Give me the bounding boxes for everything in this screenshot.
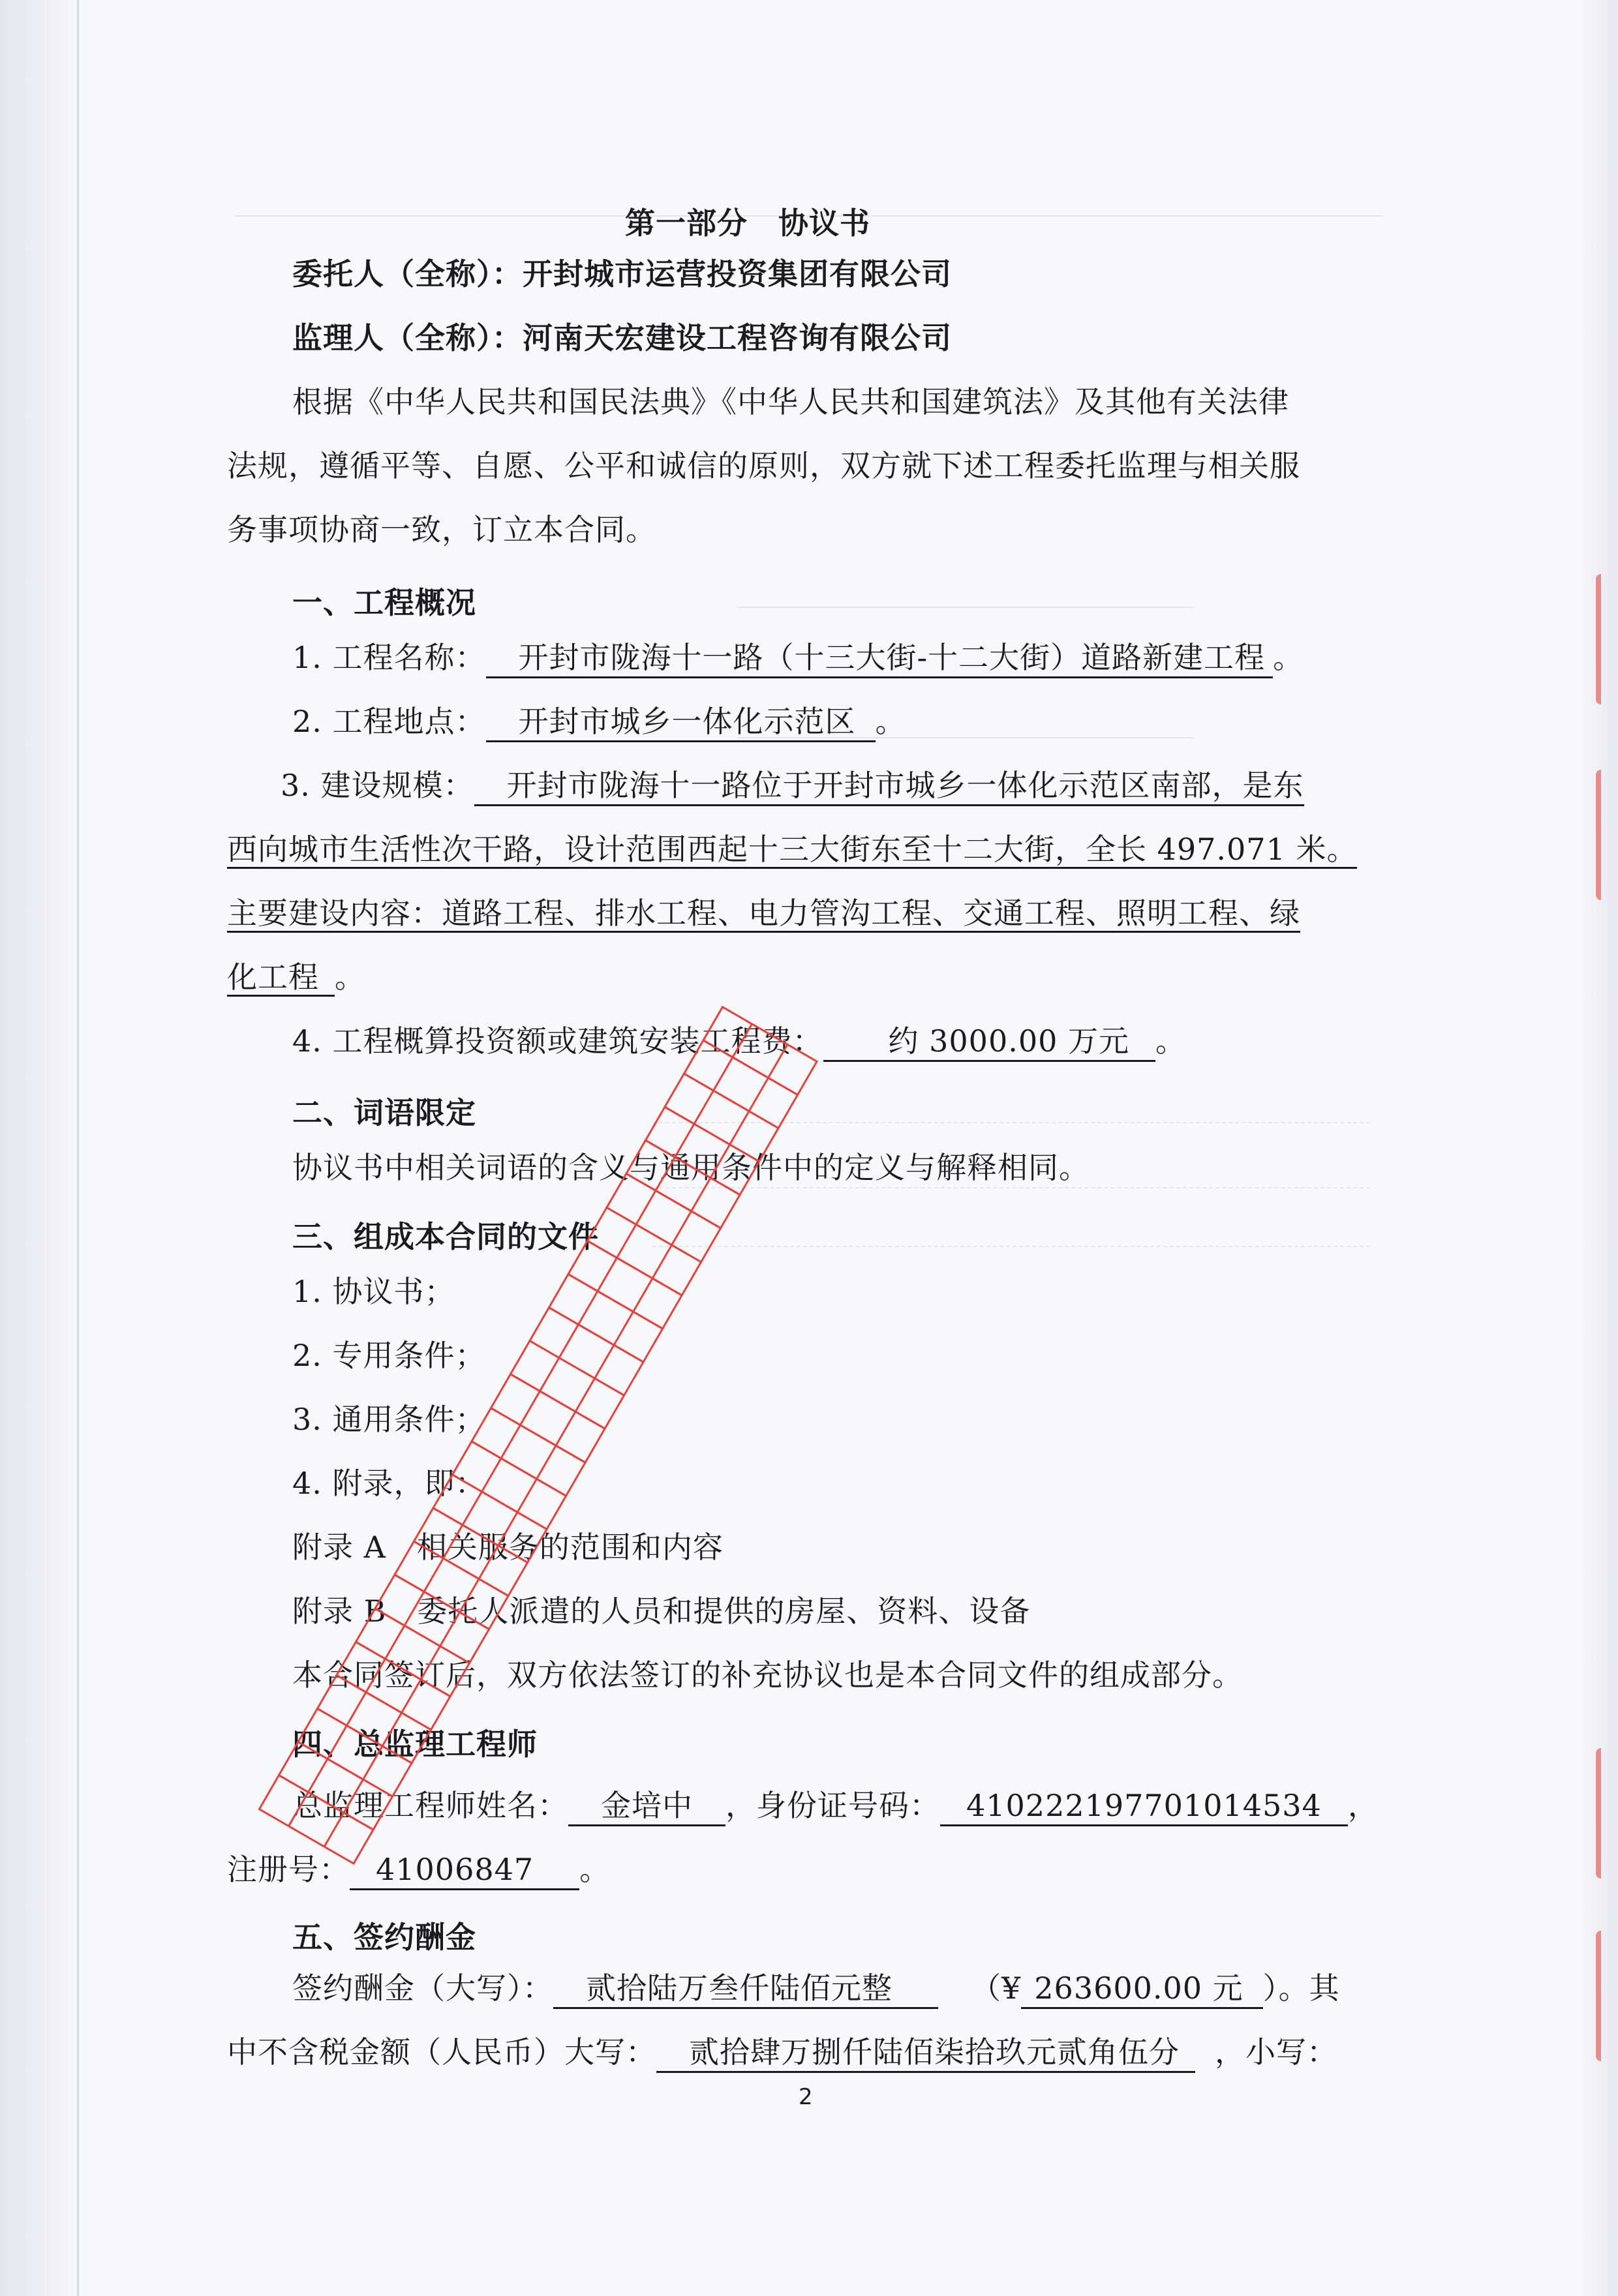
fee-amount-words: 贰拾陆万叁仟陆佰元整 [553,1971,938,2009]
supervisor-label: 监理人（全称）： [292,320,523,355]
project-name-value: 开封市陇海十一路（十三大街-十二大街）道路新建工程 [486,640,1274,678]
period-mark: 。 [875,704,906,739]
scale-value-line: 主要建设内容：道路工程、排水工程、电力管沟工程、交通工程、照明工程、绿 [227,896,1300,933]
seal-edge-mark [1596,1931,1615,2061]
document-list-item: 3. 通用条件； [292,1402,486,1437]
section-5-heading: 五、签约酬金 [292,1920,476,1955]
page-title: 第一部分 协议书 [625,205,870,241]
comma-mark: ， [1347,1788,1379,1823]
section-4-heading: 四、总监理工程师 [292,1727,538,1762]
id-number-label: ，身份证号码： [725,1788,940,1823]
scale-row [227,830,1357,869]
scale-value-line: 开封市陇海十一路位于开封市城乡一体化示范区南部，是东 [474,768,1304,806]
section-2-text: 协议书中相关词语的含义与通用条件中的定义与解释相同。 [292,1150,1090,1185]
fee-amount-number: 263600.00 元 [1021,1971,1262,2009]
tax-free-amount-words: 贰拾肆万捌仟陆佰柒拾玖元贰角伍分 [656,2034,1195,2073]
tax-free-label: 中不含税金额（人民币）大写： [227,2034,656,2070]
scale-row [227,958,365,997]
period-mark: 。 [335,959,365,995]
fee-open: （¥ [971,1971,1022,2006]
investment-value: 约 3000.00 万元 [823,1023,1155,1062]
fee-close: ）。其 [1262,1971,1340,2006]
appendix-item: 附录 A 相关服务的范围和内容 [292,1530,724,1565]
seal-edge-mark [1596,1748,1615,1879]
registration-row [227,1850,610,1889]
period-mark: 。 [1155,1023,1186,1059]
preamble-line: 务事项协商一致，订立本合同。 [227,512,656,547]
section-3-heading: 三、组成本合同的文件 [292,1219,599,1254]
scale-value-line: 西向城市生活性次干路，设计范围西起十三大街东至十二大街，全长 497.071 米。 [227,832,1357,869]
period-mark: 。 [579,1852,611,1887]
section-3-note: 本合同签订后，双方依法签订的补充协议也是本合同文件的组成部分。 [292,1657,1243,1693]
tax-free-amount-row [227,2032,1337,2072]
project-location-row [292,702,906,741]
seal-edge-mark [1596,770,1615,900]
section-1-heading: 一、工程概况 [292,585,476,620]
chief-engineer-row [292,1786,1379,1825]
project-location-value: 开封市城乡一体化示范区 [486,704,876,742]
reverse-side-bleed [737,587,1194,608]
scale-label: 3. 建设规模： [281,768,474,803]
preamble-line: 根据《中华人民共和国民法典》《中华人民共和国建筑法》及其他有关法律 [292,384,1289,419]
supervisor-name: 河南天宏建设工程咨询有限公司 [523,320,952,355]
supervisor-line [292,318,952,357]
client-line [292,254,952,294]
reverse-side-bleed [652,1226,1370,1247]
page-number: 2 [799,2084,813,2110]
scale-row [281,766,1304,805]
registration-label: 注册号： [227,1852,350,1887]
seal-edge-mark [1596,574,1615,704]
project-name-label: 1. 工程名称： [292,640,486,675]
fee-label: 签约酬金（大写）： [292,1971,553,2006]
document-list-item: 4. 附录，即： [292,1466,486,1501]
registration-value: 41006847 [350,1852,579,1890]
chief-engineer-name-label: 总监理工程师姓名： [292,1788,568,1823]
investment-label: 4. 工程概算投资额或建筑安装工程费： [292,1023,823,1059]
fee-row [292,1969,1340,2008]
preamble-line: 法规，遵循平等、自愿、公平和诚信的原则，双方就下述工程委托监理与相关服 [227,448,1300,483]
small-amount-label: ，小写： [1215,2034,1337,2070]
period-mark: 。 [1273,640,1304,675]
document-list-item: 2. 专用条件； [292,1338,486,1373]
scale-value-line: 化工程 [227,959,335,997]
client-label: 委托人（全称）： [292,256,523,292]
client-name: 开封城市运营投资集团有限公司 [523,256,952,292]
scale-row [227,894,1300,933]
scan-left-edge [0,0,78,2296]
project-location-label: 2. 工程地点： [292,704,486,739]
project-name-row [292,638,1304,677]
section-2-heading: 二、词语限定 [292,1095,476,1130]
appendix-item: 附录 B 委托人派遣的人员和提供的房屋、资料、设备 [292,1594,1031,1629]
document-list-item: 1. 协议书； [292,1274,455,1309]
id-number-value: 410222197701014534 [940,1788,1348,1826]
chief-engineer-name: 金培中 [568,1788,725,1826]
